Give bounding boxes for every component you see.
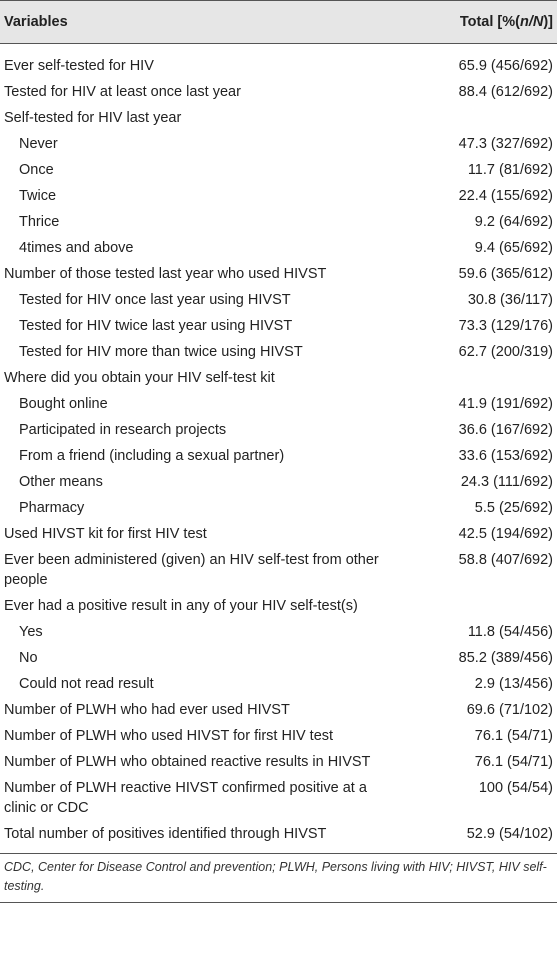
row-variable: Twice xyxy=(19,188,57,204)
table-row xyxy=(0,521,557,547)
table-row xyxy=(0,287,557,313)
row-variable: Participated in research projects xyxy=(19,422,227,438)
row-variable: Thrice xyxy=(19,214,60,230)
row-total: 76.1 (54/71) xyxy=(474,728,553,744)
row-variable: Number of PLWH who obtained reactive results in HIVST xyxy=(4,754,371,770)
row-variable: No xyxy=(19,650,38,666)
row-total: 5.5 (25/692) xyxy=(474,500,553,516)
column-header-total xyxy=(397,1,557,44)
row-variable: Used HIVST kit for first HIV test xyxy=(4,526,207,542)
row-variable: 4times and above xyxy=(19,240,134,256)
table-footnote: CDC, Center for Disease Control and prevention; PLWH, Persons living with HIV; HIVST, HIV self-testing. xyxy=(0,853,557,903)
row-variable: Total number of positives identified through HIVST xyxy=(4,826,327,842)
table-row xyxy=(0,339,557,365)
row-total: 85.2 (389/456) xyxy=(458,650,553,666)
row-total: 52.9 (54/102) xyxy=(466,826,553,842)
row-total: 22.4 (155/692) xyxy=(458,188,553,204)
table-row xyxy=(0,235,557,261)
table-row xyxy=(0,645,557,671)
table-row xyxy=(0,749,557,775)
table-header xyxy=(0,1,557,44)
row-total: 9.4 (65/692) xyxy=(474,240,553,256)
table-row xyxy=(0,821,557,853)
total-header-italic: n/N xyxy=(519,14,544,30)
row-total: 42.5 (194/692) xyxy=(458,526,553,542)
row-total: 47.3 (327/692) xyxy=(458,136,553,152)
table-row xyxy=(0,671,557,697)
table-row xyxy=(0,313,557,339)
table-body xyxy=(0,44,557,854)
row-variable: Number of PLWH reactive HIVST confirmed positive at a clinic or CDC xyxy=(4,780,367,816)
row-variable: Yes xyxy=(19,624,43,640)
table-row xyxy=(0,593,557,619)
row-total xyxy=(397,593,557,619)
row-variable: Number of PLWH who had ever used HIVST xyxy=(4,702,290,718)
row-total: 69.6 (71/102) xyxy=(466,702,553,718)
row-total: 36.6 (167/692) xyxy=(458,422,553,438)
table-row xyxy=(0,79,557,105)
table-row xyxy=(0,391,557,417)
row-total: 2.9 (13/456) xyxy=(474,676,553,692)
row-total: 30.8 (36/117) xyxy=(467,292,553,308)
header-row xyxy=(0,1,557,44)
row-variable: Tested for HIV at least once last year xyxy=(4,84,241,100)
row-variable: Bought online xyxy=(19,396,108,412)
column-header-variables: Variables xyxy=(0,1,397,44)
row-variable: Never xyxy=(19,136,58,152)
row-total: 58.8 (407/692) xyxy=(458,552,553,568)
table-row xyxy=(0,495,557,521)
table-row xyxy=(0,775,557,821)
row-total: 62.7 (200/319) xyxy=(458,344,553,360)
row-total: 100 (54/54) xyxy=(478,780,553,796)
table-row xyxy=(0,261,557,287)
row-total: 65.9 (456/692) xyxy=(458,58,553,74)
row-total: 59.6 (365/612) xyxy=(458,266,553,282)
total-header-prefix: Total [%( xyxy=(459,14,520,30)
row-total: 11.8 (54/456) xyxy=(467,624,553,640)
row-variable: Tested for HIV more than twice using HIVST xyxy=(19,344,303,360)
table-row xyxy=(0,157,557,183)
row-total: 41.9 (191/692) xyxy=(458,396,553,412)
row-variable: Pharmacy xyxy=(19,500,85,516)
table-row xyxy=(0,44,557,80)
table-row xyxy=(0,365,557,391)
row-variable: Ever had a positive result in any of your HIV self-test(s) xyxy=(4,598,358,614)
row-variable: Other means xyxy=(19,474,103,490)
row-variable: Tested for HIV once last year using HIVST xyxy=(19,292,291,308)
table-row xyxy=(0,697,557,723)
row-total: 76.1 (54/71) xyxy=(474,754,553,770)
row-variable: Tested for HIV twice last year using HIVST xyxy=(19,318,293,334)
table-row xyxy=(0,209,557,235)
row-variable: Could not read result xyxy=(19,676,154,692)
table-row xyxy=(0,547,557,593)
table-row xyxy=(0,443,557,469)
row-variable: Number of those tested last year who used HIVST xyxy=(4,266,327,282)
total-header-suffix: )] xyxy=(543,14,553,30)
row-total: 88.4 (612/692) xyxy=(458,84,553,100)
table-row xyxy=(0,723,557,749)
row-total xyxy=(397,365,557,391)
row-variable: Number of PLWH who used HIVST for first HIV test xyxy=(4,728,334,744)
table-row xyxy=(0,105,557,131)
table-row xyxy=(0,183,557,209)
table-row xyxy=(0,619,557,645)
row-total: 9.2 (64/692) xyxy=(474,214,553,230)
row-total: 33.6 (153/692) xyxy=(458,448,553,464)
row-variable: Ever been administered (given) an HIV self-test from other people xyxy=(4,552,379,588)
row-total: 24.3 (111/692) xyxy=(460,474,553,490)
row-variable: Once xyxy=(19,162,54,178)
table-row xyxy=(0,417,557,443)
row-total: 11.7 (81/692) xyxy=(467,162,553,178)
table-row xyxy=(0,131,557,157)
row-variable: Self-tested for HIV last year xyxy=(4,110,182,126)
row-total xyxy=(397,105,557,131)
row-variable: Where did you obtain your HIV self-test kit xyxy=(4,370,275,386)
table-row xyxy=(0,469,557,495)
row-total: 73.3 (129/176) xyxy=(458,318,553,334)
row-variable: From a friend (including a sexual partner) xyxy=(19,448,285,464)
row-variable: Ever self-tested for HIV xyxy=(4,58,154,74)
